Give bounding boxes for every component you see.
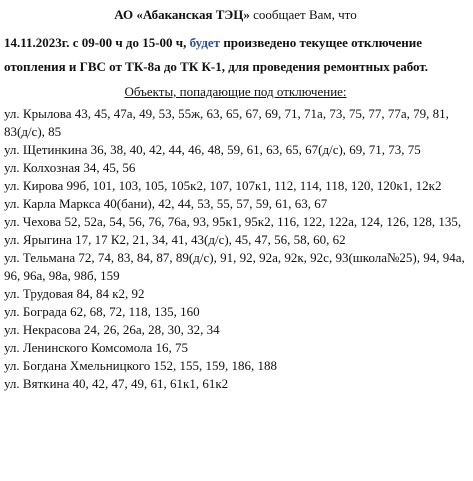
street-item: ул. Карла Маркса 40(бани), 42, 44, 53, 55, 57, 59, 61, 63, 67	[4, 196, 328, 211]
notice-intro	[4, 5, 467, 25]
street-item: ул. Вяткина 40, 42, 47, 49, 61, 61к1, 61к2	[4, 376, 229, 391]
announcement-part-1: 14.11.2023г. с 09-00 ч до 15-00 ч,	[4, 35, 190, 50]
street-item: ул. Бограда 62, 68, 72, 118, 135, 160	[4, 304, 200, 319]
street-item: ул. Колхозная 34, 45, 56	[4, 160, 136, 175]
announcement-part-2: произведено текущее отключение отопления и ГВС от ТК-8а до ТК К-1, для проведения ремонтных работ.	[4, 35, 429, 74]
street-item: ул. Чехова 52, 52а, 54, 56, 76, 76а, 93, 95к1, 95к2, 116, 122, 122а, 124, 126, 128, 135,	[4, 214, 462, 229]
street-item: ул. Ленинского Комсомола 16, 75	[4, 340, 189, 355]
street-item: ул. Трудовая 84, 84 к2, 92	[4, 286, 145, 301]
street-item: ул. Щетинкина 36, 38, 40, 42, 44, 46, 48, 59, 61, 63, 65, 67(д/с), 69, 71, 73, 75	[4, 142, 421, 157]
street-item: ул. Кирова 99б, 101, 103, 105, 105к2, 107, 107к1, 112, 114, 118, 120, 120к1, 12к2	[4, 178, 442, 193]
intro-text: сообщает Вам, что	[249, 7, 357, 22]
street-item: ул. Богдана Хмельницкого 152, 155, 159, 186, 188	[4, 358, 278, 373]
street-item: ул. Ярыгина 17, 17 К2, 21, 34, 41, 43(д/с), 45, 47, 56, 58, 60, 62	[4, 232, 346, 247]
company-name: АО «Абаканская ТЭЦ»	[114, 7, 250, 22]
section-title: Объекты, попадающие под отключение:	[124, 84, 347, 99]
street-item: ул. Крылова 43, 45, 47а, 49, 53, 55ж, 63, 65, 67, 69, 71, 71а, 73, 75, 77, 77а, 79, 81, 83(д/с), 85	[4, 106, 449, 139]
outage-announcement	[4, 31, 467, 79]
announcement-highlight: будет	[189, 35, 221, 50]
street-item: ул. Некрасова 24, 26, 26а, 28, 30, 32, 34	[4, 322, 220, 337]
street-item: ул. Тельмана 72, 74, 83, 84, 87, 89(д/с), 91, 92, 92а, 92к, 92с, 93(школа№25), 94, 94а, 96, 96а, 98а, 98б, 159	[4, 250, 465, 283]
street-list	[4, 105, 467, 393]
